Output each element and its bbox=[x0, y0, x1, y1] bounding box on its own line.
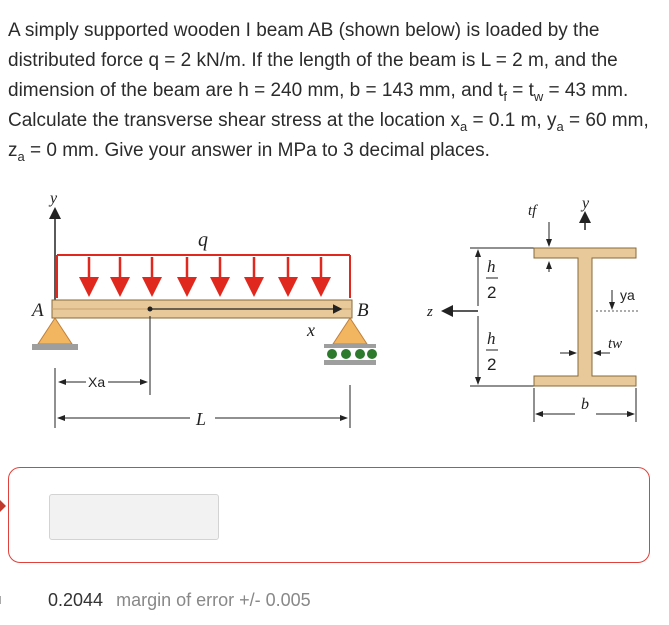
label-tw: tw bbox=[608, 336, 623, 352]
label-2-top: 2 bbox=[487, 283, 497, 302]
answer-status-marker bbox=[0, 500, 6, 512]
pin-support-A bbox=[32, 318, 78, 350]
label-x: x bbox=[307, 320, 315, 340]
label-A: A bbox=[32, 300, 44, 321]
label-B: B bbox=[357, 300, 369, 321]
wooden-beam bbox=[30, 300, 369, 340]
margin-of-error-text: margin of error +/- 0.005 bbox=[116, 590, 311, 610]
label-h-bottom: h bbox=[487, 329, 496, 348]
correct-answer-line bbox=[48, 590, 311, 611]
question-text: A simply supported wooden I beam AB (shown below) is loaded by the distributed force q = 2 kN/m. If the length of the beam is L = 2 m, and the dimension of the beam are h = 240 mm, b = 143 mm, and $t_f = t_w = 43$ mm. Calculate the transverse shear stress at the location $x_a = 0.1$ m, $y_a = 60$ mm, $z_a = 0$ mm. Give your answer in MPa to 3 decimal places. bbox=[8, 20, 649, 164]
label-2-bottom: 2 bbox=[487, 355, 497, 374]
label-y-right: y bbox=[582, 195, 590, 212]
label-L: L bbox=[196, 409, 207, 429]
correct-answer-value: 0.2044 bbox=[48, 590, 104, 610]
answer-box bbox=[8, 467, 650, 563]
cross-section bbox=[426, 195, 640, 422]
label-y-left: y bbox=[50, 190, 58, 207]
label-xa: Xa bbox=[88, 374, 106, 390]
beam-figure bbox=[0, 190, 669, 450]
L-dimension bbox=[55, 385, 350, 429]
answer-input[interactable] bbox=[49, 494, 219, 540]
roller-support-B bbox=[324, 318, 377, 365]
label-ya: ya bbox=[620, 287, 635, 303]
label-q: q bbox=[198, 229, 208, 251]
distributed-load bbox=[57, 229, 350, 298]
label-tf: tf bbox=[528, 203, 537, 219]
xa-dimension bbox=[55, 316, 150, 395]
label-z: z bbox=[427, 304, 433, 320]
load-arrows bbox=[89, 257, 321, 292]
label-h-top: h bbox=[487, 257, 496, 276]
answer-line-marker bbox=[0, 596, 5, 604]
label-b: b bbox=[581, 396, 589, 413]
